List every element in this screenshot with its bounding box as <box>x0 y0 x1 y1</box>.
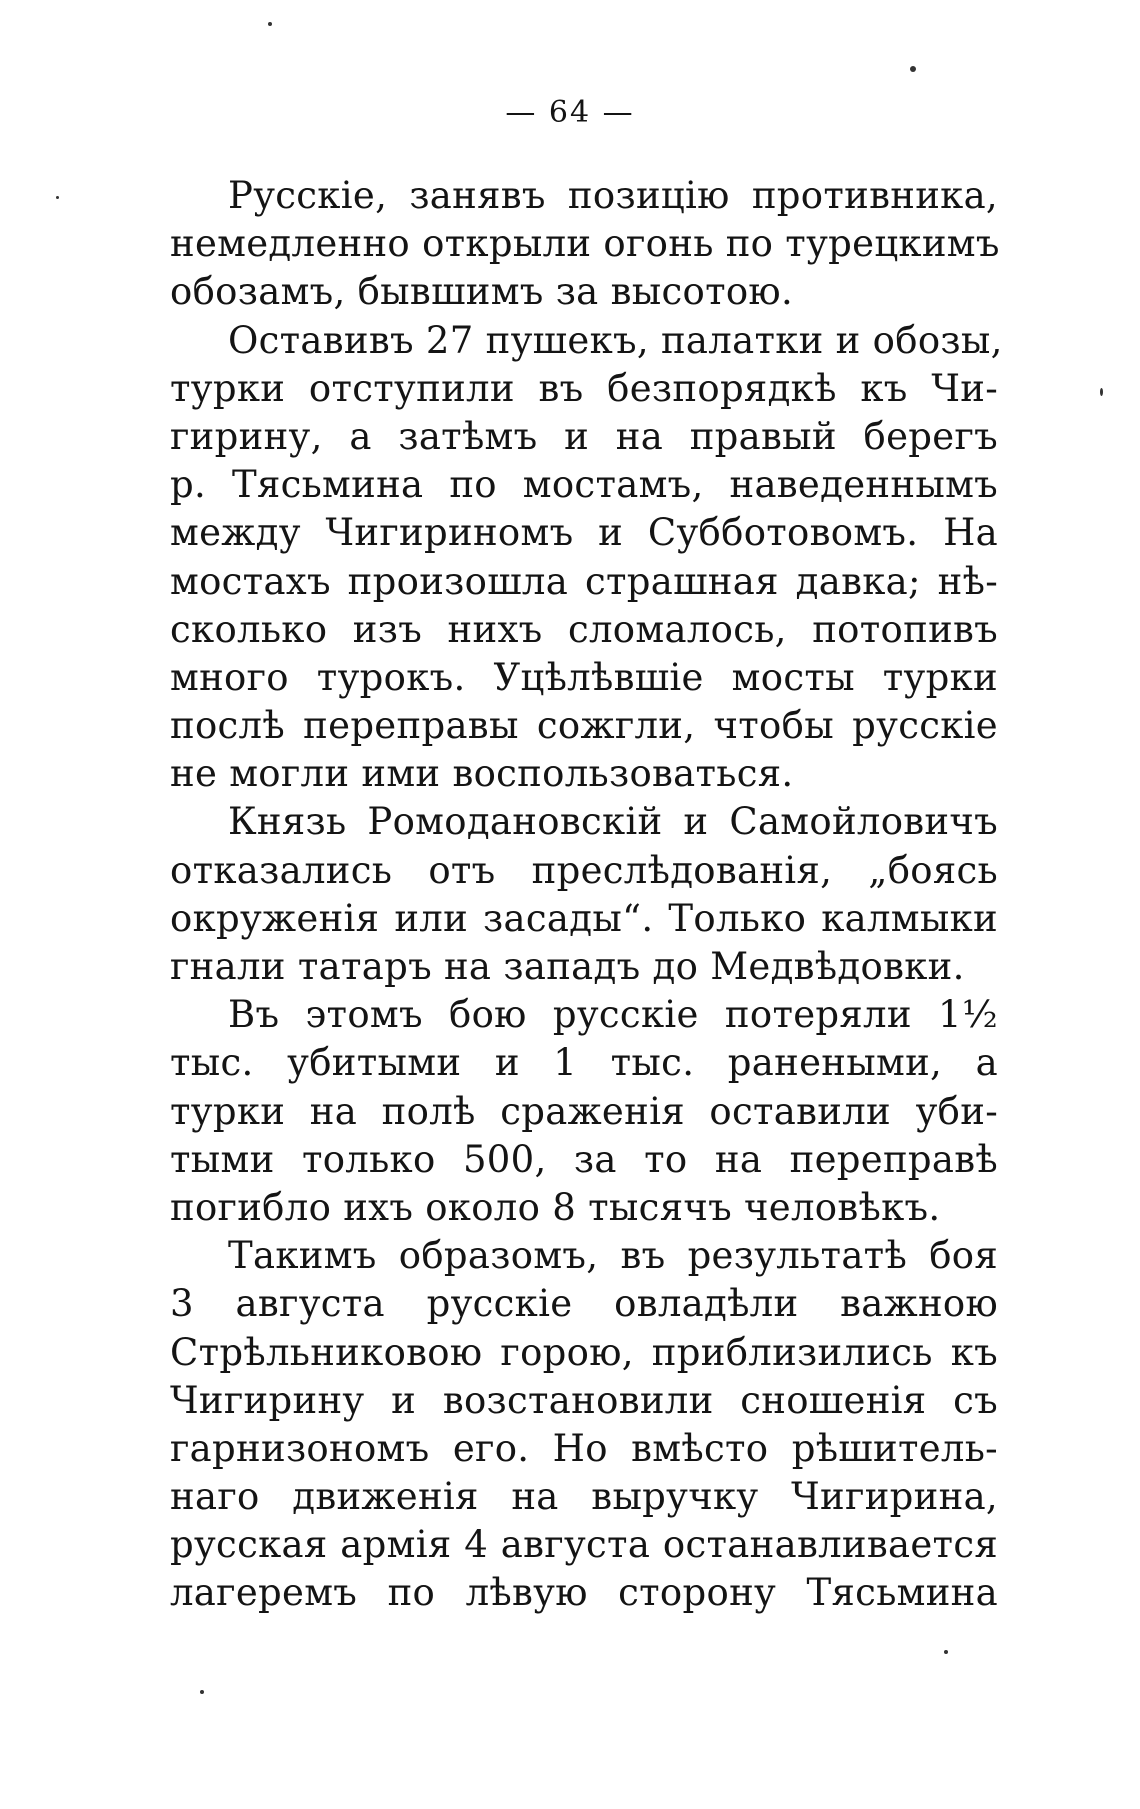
text-line: гарнизономъ его. Но вмѣсто рѣшитель- <box>170 1426 998 1470</box>
text-line: Русскіе, занявъ позицію противника, <box>228 174 998 217</box>
text-line: гирину, а затѣмъ и на правый берегъ <box>170 414 998 458</box>
scan-speck <box>56 196 59 199</box>
text-line: гнали татаръ на западъ до Медвѣдовки. <box>170 945 965 988</box>
text-line: много турокъ. Уцѣлѣвшіе мосты турки <box>170 655 998 699</box>
text-line: Князь Ромодановскій и Самойловичъ <box>228 800 998 844</box>
text-line: между Чигириномъ и Субботовомъ. На <box>170 511 998 555</box>
text-line: обозамъ, бывшимъ за высотою. <box>170 270 794 314</box>
text-line: р. Тясьмина по мостамъ, наведеннымъ <box>170 463 998 507</box>
text-line: погибло ихъ около 8 тысячъ человѣкъ. <box>170 1185 941 1229</box>
text-line: Такимъ образомъ, въ результатѣ боя <box>228 1234 998 1278</box>
paragraph <box>170 172 998 317</box>
scan-speck <box>1100 388 1103 396</box>
paragraph <box>170 317 1003 799</box>
text-line: лагеремъ по лѣвую сторону Тясьмина <box>170 1571 998 1615</box>
scan-speck <box>910 66 916 72</box>
body-text <box>170 172 1003 1618</box>
text-line: окруженія или засады“. Только калмыки <box>170 896 998 940</box>
scan-speck <box>944 1650 948 1654</box>
scan-speck <box>268 22 272 26</box>
text-line: Чигирину и возстановили сношенія съ <box>170 1378 998 1422</box>
paragraph <box>170 1232 998 1618</box>
text-line: отказались отъ преслѣдованія, „боясь <box>170 848 998 892</box>
text-line: тыс. убитыми и 1 тыс. ранеными, а <box>170 1041 998 1085</box>
scan-speck <box>200 1690 204 1694</box>
text-line: послѣ переправы сожгли, чтобы русскіе <box>170 704 998 748</box>
paragraph <box>170 798 998 991</box>
text-line: турки отступили въ безпорядкѣ къ Чи- <box>170 366 998 410</box>
text-line: мостахъ произошла страшная давка; нѣ- <box>170 559 998 603</box>
text-line: Оставивъ 27 пушекъ, палатки и обозы, <box>228 318 1003 362</box>
text-line: немедленно открыли огонь по турецкимъ <box>170 222 1000 266</box>
paragraph <box>170 991 998 1232</box>
text-line: не могли ими воспользоваться. <box>170 752 794 796</box>
text-line: турки на полѣ сраженія оставили уби- <box>170 1089 998 1133</box>
text-line: тыми только 500, за то на переправѣ <box>170 1137 998 1181</box>
text-line: Стрѣльниковою горою, приблизились къ <box>170 1330 998 1374</box>
text-line: 3 августа русскіе овладѣли важною <box>170 1282 998 1326</box>
text-line: русская армія 4 августа останавливается <box>170 1523 998 1567</box>
text-line: наго движенія на выручку Чигирина, <box>170 1475 998 1519</box>
text-line: Въ этомъ бою русскіе потеряли 1½ <box>228 993 998 1037</box>
text-line: сколько изъ нихъ сломалось, потопивъ <box>170 607 998 651</box>
page-number: — 64 — <box>505 95 635 130</box>
